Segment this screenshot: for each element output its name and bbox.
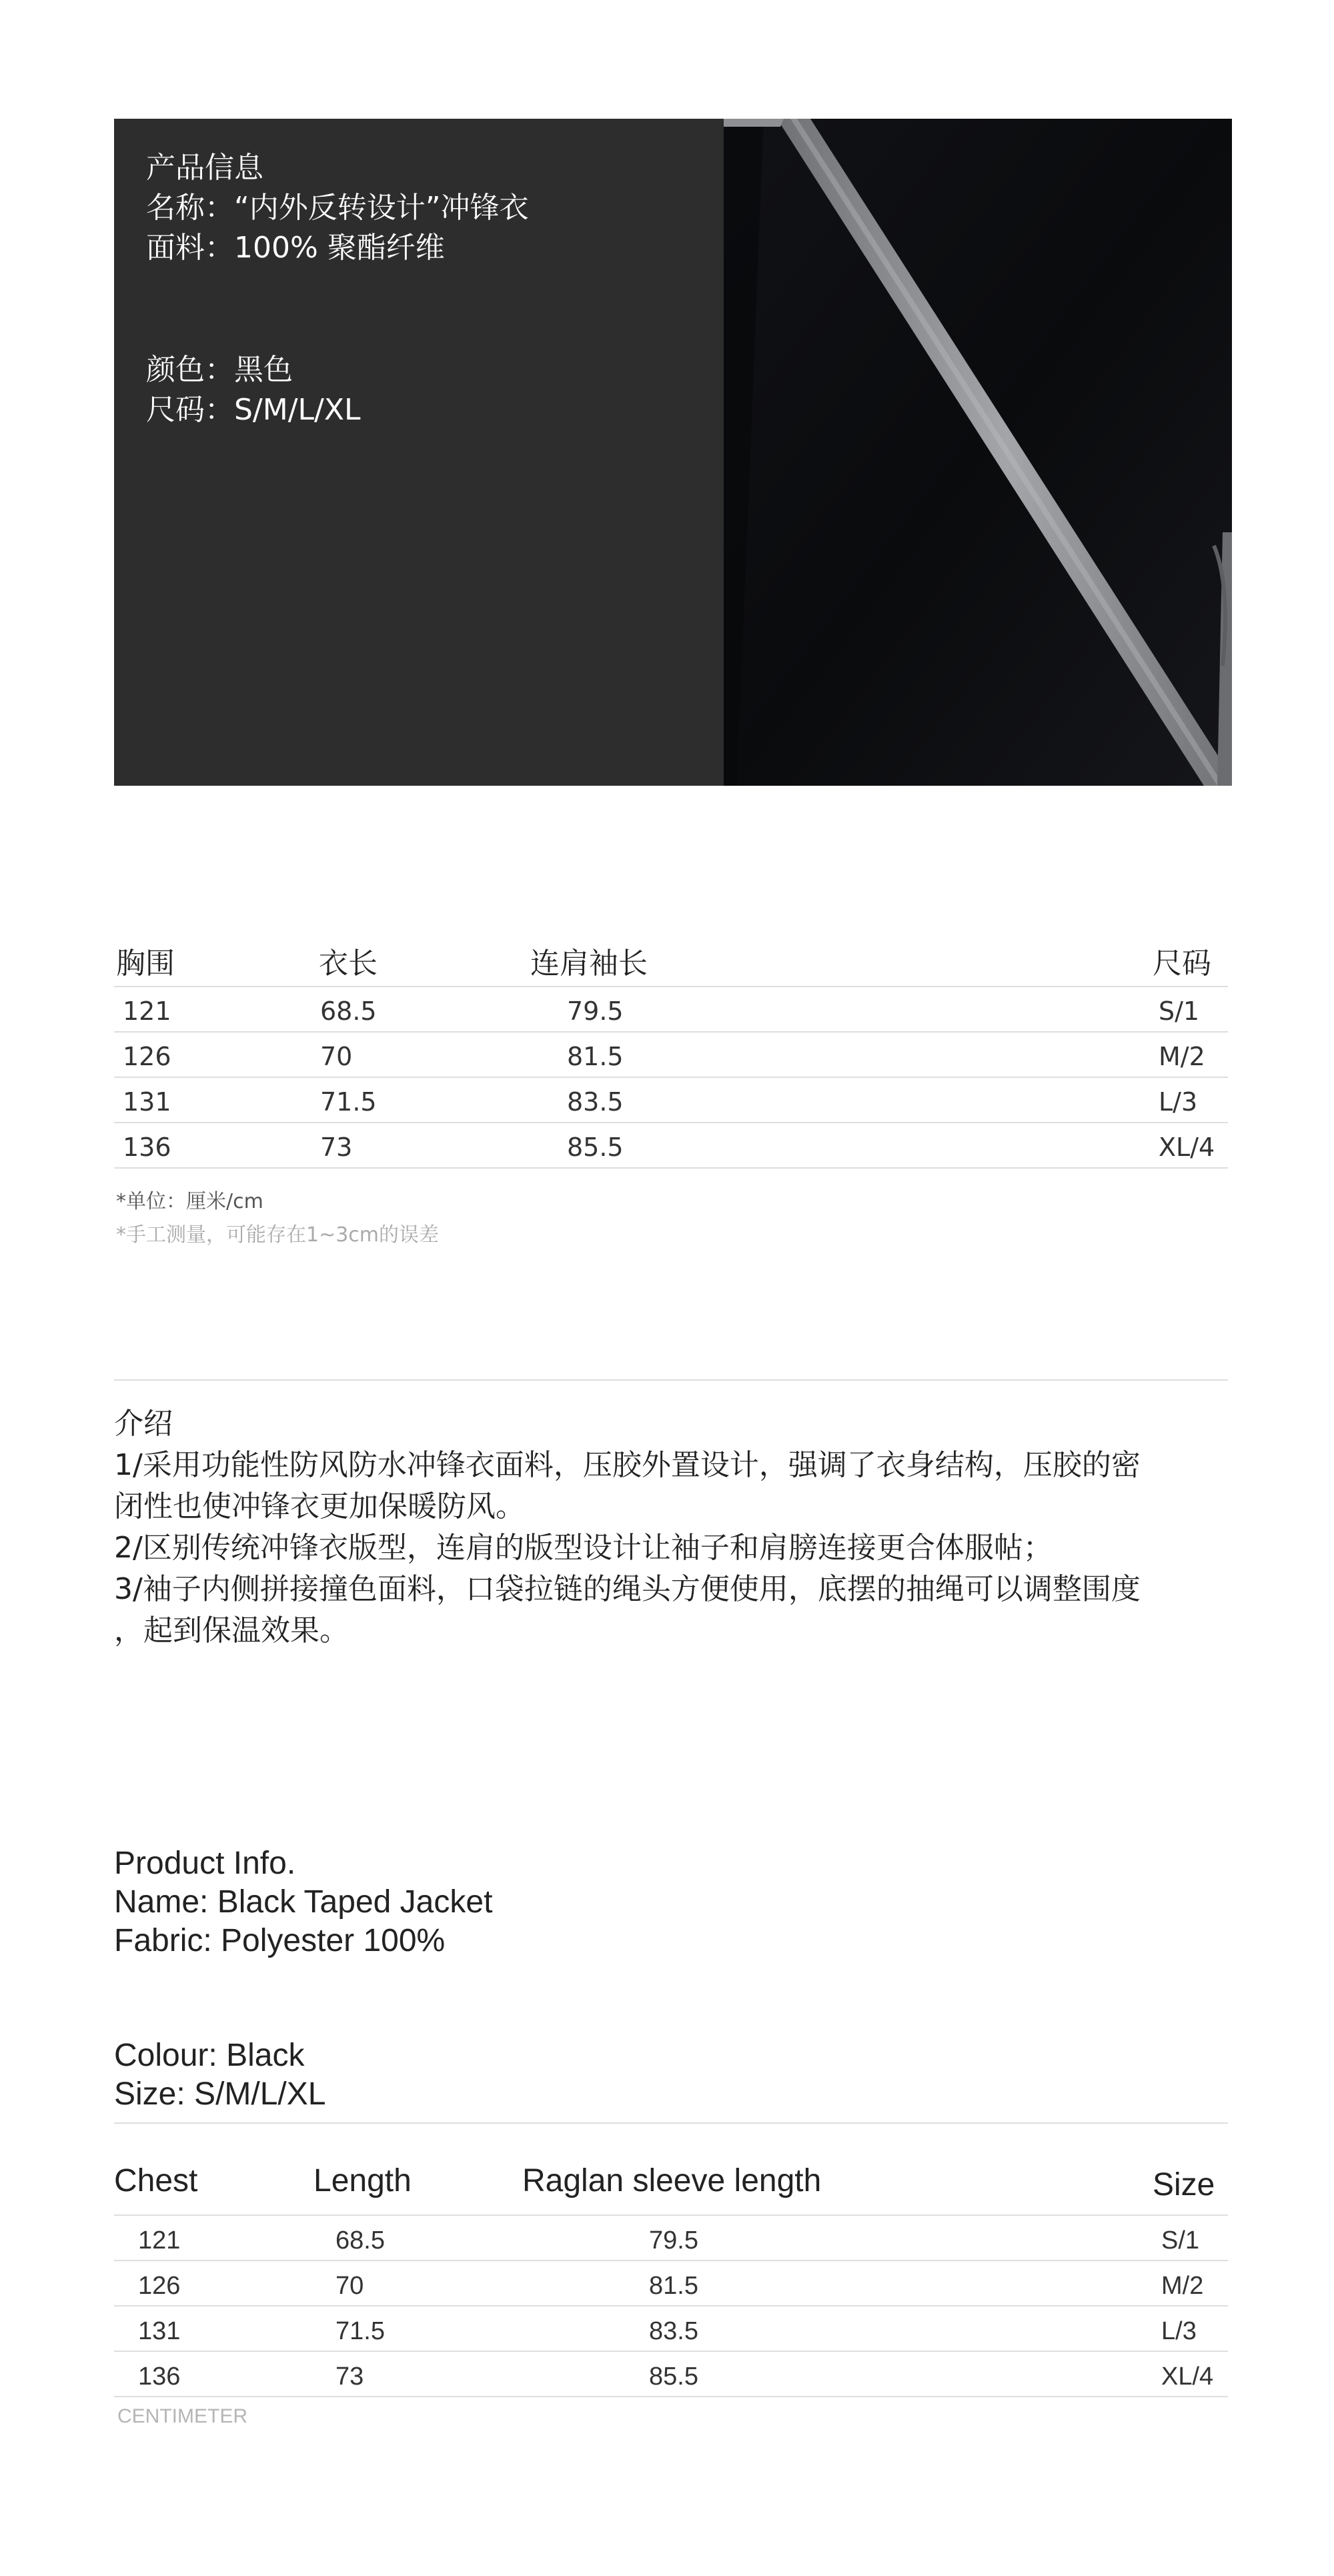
section-divider [114,2122,1228,2124]
en-info-fabric: Fabric: Polyester 100% [114,1923,446,1958]
cn-header-sleeve: 连肩袖长 [530,946,648,981]
cell-length: 73 [336,2363,364,2391]
jacket-detail-photo [724,119,1232,786]
cell-chest: 126 [138,2272,181,2300]
info-size: 尺码：S/M/L/XL [146,393,361,427]
section-divider [114,1379,1228,1381]
cell-chest: 131 [138,2317,181,2345]
intro-line: 2/区别传统冲锋衣版型，连肩的版型设计让袖子和肩膀连接更合体服帖； [114,1531,1053,1565]
cell-sleeve: 83.5 [567,1087,624,1117]
cell-sleeve: 81.5 [649,2272,698,2300]
cn-header-length: 衣长 [319,946,378,981]
jacket-tape-image [724,119,1232,786]
cell-sleeve: 83.5 [649,2317,698,2345]
en-info-name: Name: Black Taped Jacket [114,1884,493,1920]
cell-size: XL/4 [1161,2363,1214,2391]
cell-sleeve: 81.5 [567,1042,624,1071]
cell-length: 70 [320,1042,353,1071]
cell-length: 71.5 [336,2317,385,2345]
cell-chest: 126 [123,1042,171,1071]
cell-length: 71.5 [320,1087,377,1117]
en-table-divider [114,2351,1228,2352]
cell-size: S/1 [1161,2226,1200,2255]
info-name: 名称：“内外反转设计”冲锋衣 [146,191,529,225]
cell-sleeve: 79.5 [649,2226,698,2255]
cn-table-divider [114,1167,1228,1169]
cn-table-divider [114,986,1228,987]
cell-sleeve: 85.5 [649,2363,698,2391]
cell-size: L/3 [1161,2317,1197,2345]
intro-line: ，起到保温效果。 [114,1614,349,1648]
cell-sleeve: 85.5 [567,1133,624,1162]
cell-chest: 131 [123,1087,171,1117]
cn-table-divider [114,1031,1228,1033]
product-hero [114,119,1232,786]
en-info-colour: Colour: Black [114,2038,305,2073]
cell-sleeve: 79.5 [567,997,624,1026]
cn-table-divider [114,1077,1228,1078]
intro-line: 3/袖子内侧拼接撞色面料，口袋拉链的绳头方便使用，底摆的抽绳可以调整围度 [114,1572,1141,1606]
cell-size: L/3 [1159,1087,1198,1117]
info-panel [114,119,724,786]
cell-length: 68.5 [336,2226,385,2255]
en-info-size: Size: S/M/L/XL [114,2076,326,2112]
cell-chest: 136 [123,1133,171,1162]
en-header-sleeve: Raglan sleeve length [522,2163,822,2198]
cell-chest: 121 [123,997,171,1026]
cn-header-size: 尺码 [1153,946,1211,981]
cell-length: 70 [336,2272,364,2300]
cell-size: S/1 [1159,997,1200,1026]
cell-size: M/2 [1161,2272,1204,2300]
cell-chest: 136 [138,2363,181,2391]
cell-chest: 121 [138,2226,181,2255]
en-table-divider [114,2305,1228,2307]
en-table-divider [114,2396,1228,2397]
en-table-divider [114,2214,1228,2216]
cell-length: 68.5 [320,997,377,1026]
info-color: 颜色：黑色 [146,353,293,387]
unit-note: *单位：厘米/cm [116,1190,263,1213]
en-header-size: Size [1153,2167,1215,2202]
cn-header-chest: 胸围 [116,946,175,981]
en-header-chest: Chest [114,2163,198,2198]
intro-line: 闭性也使冲锋衣更加保暖防风。 [114,1489,525,1523]
intro-heading: 介绍 [114,1407,173,1441]
en-table-divider [114,2260,1228,2261]
intro-line: 1/采用功能性防风防水冲锋衣面料，压胶外置设计，强调了衣身结构，压胶的密 [114,1448,1141,1482]
info-heading: 产品信息 [146,151,263,185]
cell-size: M/2 [1159,1042,1205,1071]
cell-size: XL/4 [1159,1133,1215,1162]
measure-note: *手工测量，可能存在1~3cm的误差 [116,1223,440,1247]
en-header-length: Length [313,2163,412,2198]
en-info-heading: Product Info. [114,1846,296,1881]
cn-table-divider [114,1122,1228,1123]
cell-length: 73 [320,1133,353,1162]
en-unit-note: CENTIMETER [117,2405,247,2427]
info-fabric: 面料：100% 聚酯纤维 [146,231,445,265]
